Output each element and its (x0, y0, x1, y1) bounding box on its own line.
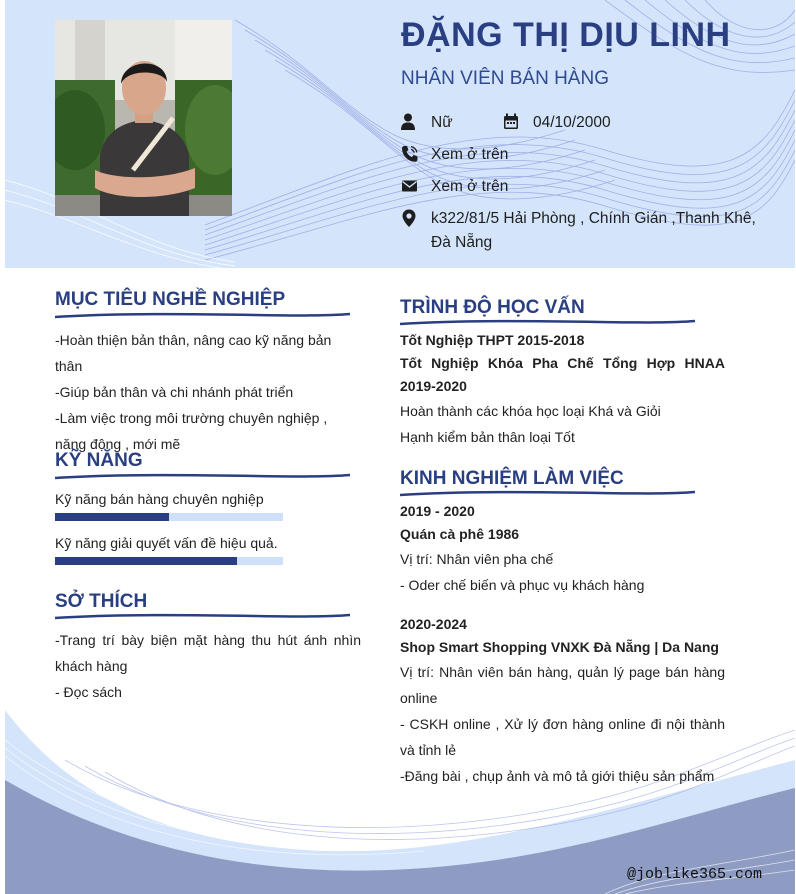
job-period: 2019 - 2020 (400, 503, 475, 519)
job-line: - CSKH online , Xử lý đơn hàng online đi nội thành và tỉnh lẻ (400, 716, 725, 758)
watermark: @joblike365.com (627, 866, 763, 883)
job-line: -Đăng bài , chụp ảnh và mô tả giới thiệu sản phẩm (400, 768, 715, 784)
candidate-name: ĐẶNG THỊ DỊU LINH (401, 16, 731, 54)
email-value: Xem ở trên (431, 178, 509, 195)
job-period: 2020-2024 (400, 616, 467, 632)
hobby-item: -Trang trí bày biện mặt hàng thu hút ánh nhìn khách hàng (55, 632, 361, 674)
skills-underline (55, 473, 350, 481)
hobby-item: - Đọc sách (55, 684, 122, 700)
map-pin-icon (401, 209, 419, 227)
education-underline (400, 319, 695, 327)
objective-list (55, 327, 361, 457)
objective-underline (55, 312, 350, 320)
skill-bar-track (55, 557, 283, 565)
education-degree: Tốt Nghiệp THPT 2015-2018 (400, 332, 585, 348)
user-icon (401, 113, 419, 131)
phone-icon (401, 145, 419, 163)
job-header (400, 613, 725, 659)
experience-underline (400, 490, 695, 498)
mail-icon (401, 177, 419, 195)
skill-bar-track (55, 513, 283, 521)
education-degree: Tốt Nghiệp Khóa Pha Chế Tổng Hợp HNAA 2019-2020 (400, 355, 725, 394)
education-list (400, 329, 725, 398)
skills-title: KỸ NĂNG (55, 450, 143, 471)
hobbies-underline (55, 613, 350, 621)
skill-bar-fill (55, 513, 169, 521)
experience-title: KINH NGHIỆM LÀM VIỆC (400, 468, 624, 489)
job-line: Vị trí: Nhân viên bán hàng, quản lý page bán hàng online (400, 664, 725, 706)
profile-photo (55, 20, 232, 216)
job-title: NHÂN VIÊN BÁN HÀNG (401, 68, 609, 89)
objective-item: -Làm việc trong môi trường chuyên nghiệp , năng động , mới mẽ (55, 410, 328, 452)
job-line: - Oder chế biến và phục vụ khách hàng (400, 577, 645, 593)
header-band (5, 0, 795, 268)
calendar-icon (503, 113, 521, 131)
address-value: k322/81/5 Hải Phòng , Chính Gián ,Thanh Khê, Đà Nẵng (431, 210, 756, 251)
job-company: Shop Smart Shopping VNXK Đà Nẵng | Da Nang (400, 639, 719, 655)
skill-label: Kỹ năng bán hàng chuyên nghiệp (55, 491, 264, 507)
education-note: Hoàn thành các khóa học loại Khá và Giỏi (400, 403, 661, 419)
job-details (400, 659, 725, 789)
job-line: Vị trí: Nhân viên pha chế (400, 551, 554, 567)
objective-item: -Hoàn thiện bản thân, nâng cao kỹ năng bản thân (55, 332, 332, 374)
job-header (400, 500, 725, 546)
job-details (400, 546, 725, 598)
gender-value: Nữ (431, 114, 453, 131)
hobbies-title: SỞ THÍCH (55, 591, 148, 612)
cv-page (5, 0, 795, 894)
phone-value: Xem ở trên (431, 146, 509, 163)
skill-bar-fill (55, 557, 237, 565)
objective-title: MỤC TIÊU NGHỀ NGHIỆP (55, 289, 286, 310)
skill-label: Kỹ năng giải quyết vấn đề hiệu quả. (55, 535, 278, 551)
education-note: Hạnh kiểm bản thân loại Tốt (400, 429, 575, 445)
job-company: Quán cà phê 1986 (400, 526, 520, 542)
hobbies-list (55, 627, 361, 705)
objective-item: -Giúp bản thân và chi nhánh phát triển (55, 384, 294, 400)
education-notes (400, 398, 725, 450)
education-title: TRÌNH ĐỘ HỌC VẤN (400, 297, 585, 318)
dob-value: 04/10/2000 (533, 114, 611, 131)
